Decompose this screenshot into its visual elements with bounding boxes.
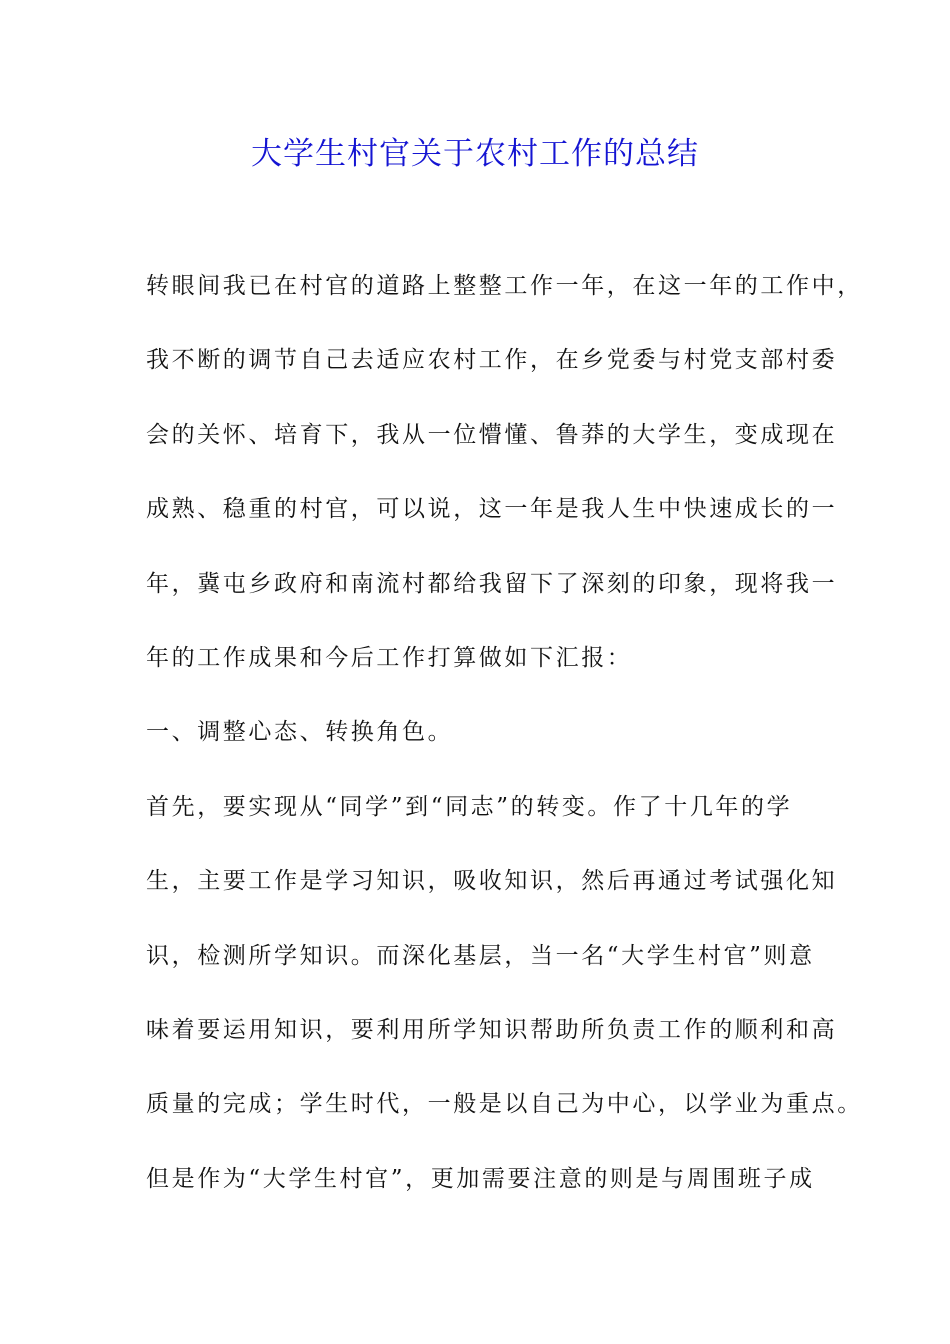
text-line: 年，冀屯乡政府和南流村都给我留下了深刻的印象，现将我一 xyxy=(146,570,838,597)
text-line: 转眼间我已在村官的道路上整整工作一年，在这一年的工作中， xyxy=(146,273,863,299)
text-line: 首先，要实现从“同学”到“同志”的转变。作了十几年的学 xyxy=(146,793,793,820)
section-heading: 一、调整心态、转换角色。 xyxy=(146,719,454,746)
text-line: 质量的完成；学生时代，一般是以自己为中心，以学业为重点。 xyxy=(146,1091,863,1118)
text-line: 我不断的调节自己去适应农村工作，在乡党委与村党支部村委 xyxy=(146,347,838,374)
text-line: 但是作为“大学生村官”，更加需要注意的则是与周围班子成 xyxy=(146,1165,815,1192)
document-body xyxy=(146,261,863,1228)
text-line: 味着要运用知识，要利用所学知识帮助所负责工作的顺利和高 xyxy=(146,1016,838,1043)
text-line: 会的关怀、培育下，我从一位懵懂、鲁莽的大学生，变成现在 xyxy=(146,421,838,448)
text-line: 年的工作成果和今后工作打算做如下汇报： xyxy=(146,644,633,671)
text-line: 生，主要工作是学习知识，吸收知识，然后再通过考试强化知 xyxy=(146,868,838,895)
text-line: 成熟、稳重的村官，可以说，这一年是我人生中快速成长的一 xyxy=(146,496,838,523)
text-line: 识，检测所学知识。而深化基层，当一名“大学生村官”则意 xyxy=(146,942,815,969)
document-title: 大学生村官关于农村工作的总结 xyxy=(251,136,699,172)
